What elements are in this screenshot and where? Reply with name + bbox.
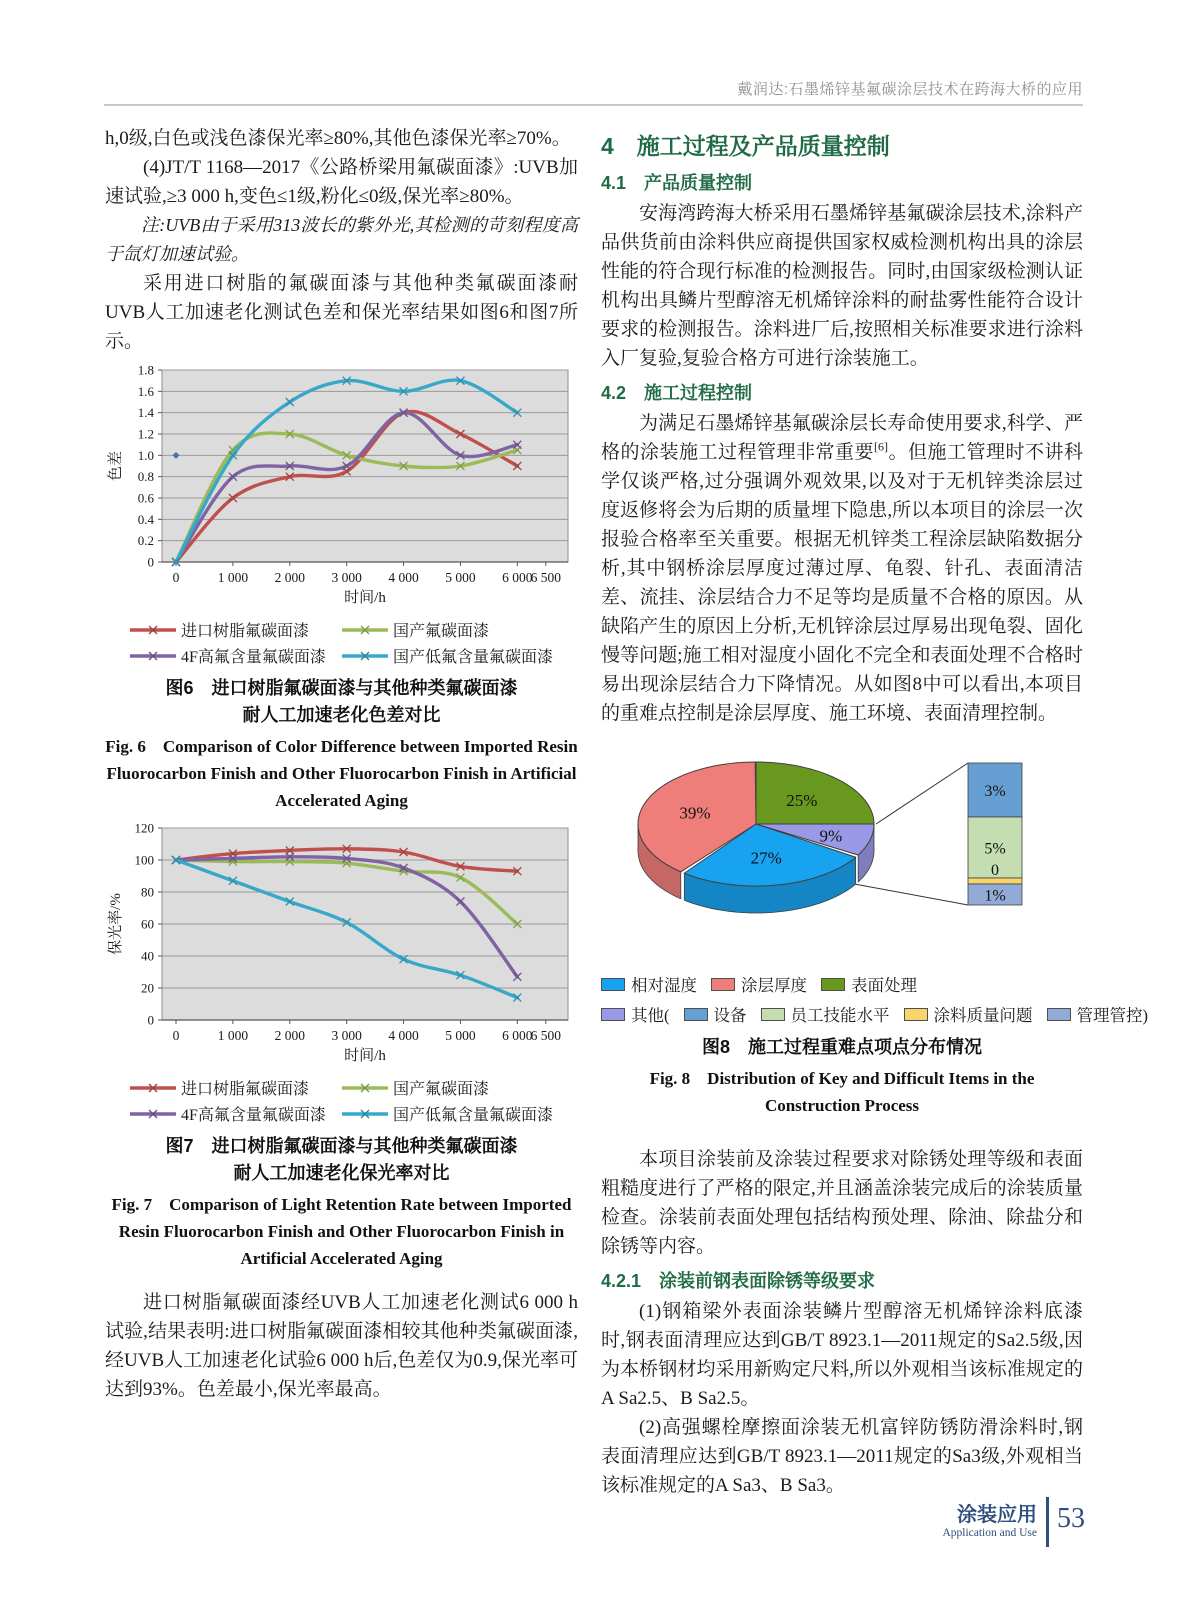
fig6-caption-en: Fig. 6 Comparison of Color Difference between Imported Resin Fluorocarbon Finish and Other Fluorocarbon Finish in Artificial Accelerated Aging [105, 737, 578, 810]
legend-label: 员工技能水平 [790, 1006, 890, 1025]
svg-text:0.6: 0.6 [137, 490, 154, 506]
fig6-caption-zh: 耐人工加速老化色差对比 [242, 705, 441, 725]
paragraph-text: 为满足石墨烯锌基氟碳涂层长寿命使用要求,科学、严格的涂装施工过程管理非常重要 [601, 413, 1083, 463]
legend-label: 表面处理 [851, 976, 917, 995]
header-divider [104, 104, 1083, 106]
svg-text:0: 0 [172, 570, 180, 585]
paragraph: 安海湾跨海大桥采用石墨烯锌基氟碳涂层技术,涂料产品供货前由涂料供应商提供国家权威检测机构出具的涂层性能的符合现行标准的检测报告。同时,由国家级检测认证机构出具鳞片型醇溶无机烯锌涂料的耐盐雾性能符合设计要求的检测报告。涂料进厂后,按照相关标准要求进行涂料入厂复验,复验合格方可进行涂装施工。 [601, 203, 1083, 369]
svg-text:色差: 色差 [108, 450, 124, 482]
legend-swatch-icon [904, 1008, 928, 1021]
legend-item [342, 618, 553, 641]
paragraph: (2)高强螺栓摩擦面涂装无机富锌防锈防滑涂料时,钢表面清理应达到GB/T 8923.1—2011规定的Sa3级,外观相当该标准规定的A Sa3、B Sa3。 [601, 1417, 1083, 1496]
fig6-line-chart [105, 356, 578, 614]
footer-divider [1046, 1497, 1049, 1547]
legend-label: 4F高氟含量氟碳面漆 [181, 649, 326, 666]
legend-line-marker-icon [130, 1108, 176, 1120]
paragraph: (1)钢箱梁外表面涂装鳞片型醇溶无机烯锌涂料底漆时,钢表面清理应达到GB/T 8923.1—2011规定的Sa2.5级,因为本桥钢材均采用新购定尺料,所以外观相当该标准规定的A Sa2.5、B Sa2.5。 [601, 1301, 1083, 1409]
right-column [601, 124, 1148, 1500]
legend-item [904, 1002, 1033, 1026]
legend-item [601, 972, 697, 996]
legend-item [684, 1002, 747, 1026]
fig7-caption-zh: 图7 进口树脂氟碳面漆与其他种类氟碳面漆 [165, 1136, 518, 1156]
fig7-caption-en: Fig. 7 Comparison of Light Retention Rate between Imported Resin Fluorocarbon Finish and Other Fluorocarbon Finish in Artificial Accelerated Aging [111, 1195, 572, 1268]
footer-section-zh: 涂装应用 [957, 1504, 1037, 1526]
legend-swatch-icon [821, 978, 845, 991]
fig8-caption-zh: 图8 施工过程重难点项点分布情况 [701, 1037, 982, 1057]
svg-text:0.8: 0.8 [137, 469, 154, 485]
legend-line-marker-icon [130, 1082, 176, 1094]
svg-text:2 000: 2 000 [274, 570, 305, 585]
svg-text:2 000: 2 000 [274, 1028, 305, 1043]
legend-label: 国产氟碳面漆 [392, 1081, 489, 1098]
legend-line-marker-icon [130, 650, 176, 662]
svg-text:1.0: 1.0 [137, 447, 154, 463]
fig8-caption-en: Fig. 8 Distribution of Key and Difficult Items in the Construction Process [649, 1069, 1035, 1115]
page-footer [942, 1497, 1085, 1547]
fig6-caption-zh: 图6 进口树脂氟碳面漆与其他种类氟碳面漆 [165, 678, 518, 698]
legend-label: 4F高氟含量氟碳面漆 [181, 1107, 326, 1124]
legend-label: 国产氟碳面漆 [392, 623, 489, 640]
footer-section-labels [942, 1504, 1037, 1540]
svg-text:60: 60 [141, 916, 154, 932]
svg-text:1 000: 1 000 [217, 1028, 249, 1043]
legend-swatch-icon [684, 1008, 708, 1021]
legend-item [761, 1002, 890, 1026]
legend-item [130, 1076, 326, 1099]
section-heading-4-2-1: 4.2.1 涂装前钢表面除锈等级要求 [601, 1271, 876, 1291]
svg-text:6 000: 6 000 [502, 1028, 533, 1043]
svg-text:40: 40 [141, 948, 154, 964]
legend-label: 进口树脂氟碳面漆 [181, 1081, 310, 1098]
section-heading-4: 4 施工过程及产品质量控制 [601, 133, 890, 159]
pie-legend-row [601, 972, 1083, 996]
page-number: 53 [1057, 1503, 1085, 1534]
pie-legend-row [601, 1002, 1148, 1026]
legend-item [821, 972, 917, 996]
running-head: 戴润达:石墨烯锌基氟碳涂层技术在跨海大桥的应用 [737, 81, 1083, 98]
svg-text:5 000: 5 000 [445, 570, 476, 585]
svg-text:3 000: 3 000 [331, 1028, 362, 1043]
svg-text:120: 120 [134, 820, 154, 836]
legend-line-marker-icon [342, 624, 388, 636]
svg-text:1.4: 1.4 [137, 405, 154, 421]
legend-line-marker-icon [342, 650, 388, 662]
svg-text:6 000: 6 000 [502, 570, 533, 585]
legend-label: 其他( [631, 1006, 670, 1025]
citation-ref: [6] [873, 439, 888, 454]
paragraph: 进口树脂氟碳面漆经UVB人工加速老化测试6 000 h试验,结果表明:进口树脂氟碳面漆相较其他种类氟碳面漆,经UVB人工加速老化试验6 000 h后,色差仅为0.9,保光率可达到93%。色差最小,保光率最高。 [105, 1292, 578, 1400]
svg-text:0.4: 0.4 [137, 511, 154, 527]
fig6-caption [105, 675, 578, 814]
fig8-legend [601, 972, 1148, 1026]
svg-text:1.8: 1.8 [137, 362, 154, 378]
paragraph [601, 409, 1083, 728]
svg-text:9%: 9% [819, 826, 843, 846]
legend-item [342, 1102, 553, 1125]
paragraph: h,0级,白色或浅色漆保光率≥80%,其他色漆保光率≥70%。 [105, 128, 571, 149]
svg-text:80: 80 [141, 884, 154, 900]
legend-label: 国产低氟含量氟碳面漆 [392, 649, 553, 666]
legend-swatch-icon [601, 978, 625, 991]
legend-item [342, 644, 553, 667]
left-column [105, 124, 578, 1404]
paragraph: 本项目涂装前及涂装过程要求对除锈处理等级和表面粗糙度进行了严格的限定,并且涵盖涂装完成后的涂装质量检查。涂装前表面处理包括结构预处理、除油、除盐分和除锈等内容。 [601, 1149, 1083, 1257]
note-paragraph: 注:UVB由于采用313波长的紫外光,其检测的苛刻程度高于氙灯加速试验。 [105, 215, 578, 264]
legend-item [601, 1002, 670, 1026]
svg-text:1 000: 1 000 [217, 570, 249, 585]
fig8-pie-chart [601, 738, 1083, 966]
legend-line-marker-icon [342, 1082, 388, 1094]
svg-text:保光率/%: 保光率/% [108, 893, 124, 955]
paragraph-text: 。但施工管理时不讲科学仅谈严格,过分强调外观效果,以及对于无机锌类涂层过度返修将会为后期的质量埋下隐患,所以本项目的涂层一次报验合格率至关重要。根据无机锌类工程涂层缺陷数据分析,其中钢桥涂层厚度过薄过厚、龟裂、针孔、表面清洁差、流挂、涂层结合力不足等均是质量不合格的原因。从缺陷产生的原因上分析,无机锌涂层过厚易出现龟裂、固化慢等问题;施工相对湿度小固化不完全和表面处理不合格时易出现涂层结合力下降情况。从如图8中可以看出,本项目的重难点控制是涂层厚度、施工环境、表面清理控制。 [601, 442, 1083, 724]
legend-item [130, 618, 326, 641]
figure-7 [105, 814, 578, 1272]
figure-8 [601, 738, 1148, 1119]
svg-text:时间/h: 时间/h [344, 1048, 386, 1064]
footer-section-en: Application and Use [942, 1527, 1037, 1539]
svg-text:6 500: 6 500 [530, 570, 561, 585]
svg-text:27%: 27% [750, 848, 782, 868]
svg-text:1.2: 1.2 [137, 426, 154, 442]
legend-line-marker-icon [342, 1108, 388, 1120]
fig8-caption [601, 1034, 1083, 1119]
svg-text:5 000: 5 000 [445, 1028, 476, 1043]
legend-label: 设备 [713, 1006, 747, 1025]
legend-line-marker-icon [130, 624, 176, 636]
svg-text:0: 0 [172, 1028, 180, 1043]
svg-text:0: 0 [991, 862, 999, 879]
legend-item [130, 1102, 326, 1125]
figure-6 [105, 356, 578, 814]
svg-text:1%: 1% [984, 887, 1006, 905]
legend-label: 涂料质量问题 [933, 1006, 1033, 1025]
fig7-legend [105, 1076, 578, 1125]
paragraph: (4)JT/T 1168—2017《公路桥梁用氟碳面漆》:UVB加速试验,≥3 000 h,变色≤1级,粉化≤0级,保光率≥80%。 [105, 157, 578, 207]
legend-label: 管理管控) [1076, 1006, 1148, 1025]
legend-swatch-icon [1047, 1008, 1071, 1021]
fig7-line-chart [105, 814, 578, 1072]
fig6-legend [105, 618, 578, 667]
svg-text:0: 0 [147, 554, 154, 570]
section-heading-4-2: 4.2 施工过程控制 [601, 383, 753, 403]
paragraph: 采用进口树脂的氟碳面漆与其他种类氟碳面漆耐UVB人工加速老化测试色差和保光率结果如图6和图7所示。 [105, 273, 578, 352]
legend-label: 进口树脂氟碳面漆 [181, 623, 310, 640]
legend-label: 国产低氟含量氟碳面漆 [392, 1107, 553, 1124]
svg-text:25%: 25% [786, 790, 818, 810]
svg-text:39%: 39% [679, 803, 711, 823]
section-heading-4-1: 4.1 产品质量控制 [601, 173, 753, 193]
legend-item [342, 1076, 553, 1099]
svg-text:0: 0 [147, 1012, 154, 1028]
fig7-caption [105, 1133, 578, 1272]
legend-swatch-icon [761, 1008, 785, 1021]
svg-text:4 000: 4 000 [388, 1028, 419, 1043]
legend-label: 涂层厚度 [741, 976, 807, 995]
legend-swatch-icon [711, 978, 735, 991]
svg-text:时间/h: 时间/h [344, 590, 386, 606]
legend-item [130, 644, 326, 667]
svg-text:6 500: 6 500 [530, 1028, 561, 1043]
legend-swatch-icon [601, 1008, 625, 1021]
svg-text:1.6: 1.6 [137, 383, 154, 399]
svg-text:3 000: 3 000 [331, 570, 362, 585]
svg-text:3%: 3% [984, 783, 1006, 800]
svg-text:5%: 5% [984, 840, 1006, 858]
svg-text:4 000: 4 000 [388, 570, 419, 585]
legend-item [711, 972, 807, 996]
svg-text:100: 100 [134, 852, 154, 868]
legend-label: 相对湿度 [631, 976, 697, 995]
legend-item [1047, 1002, 1149, 1026]
svg-text:20: 20 [141, 980, 154, 996]
svg-text:0.2: 0.2 [137, 533, 154, 549]
fig7-caption-zh: 耐人工加速老化保光率对比 [233, 1163, 450, 1183]
